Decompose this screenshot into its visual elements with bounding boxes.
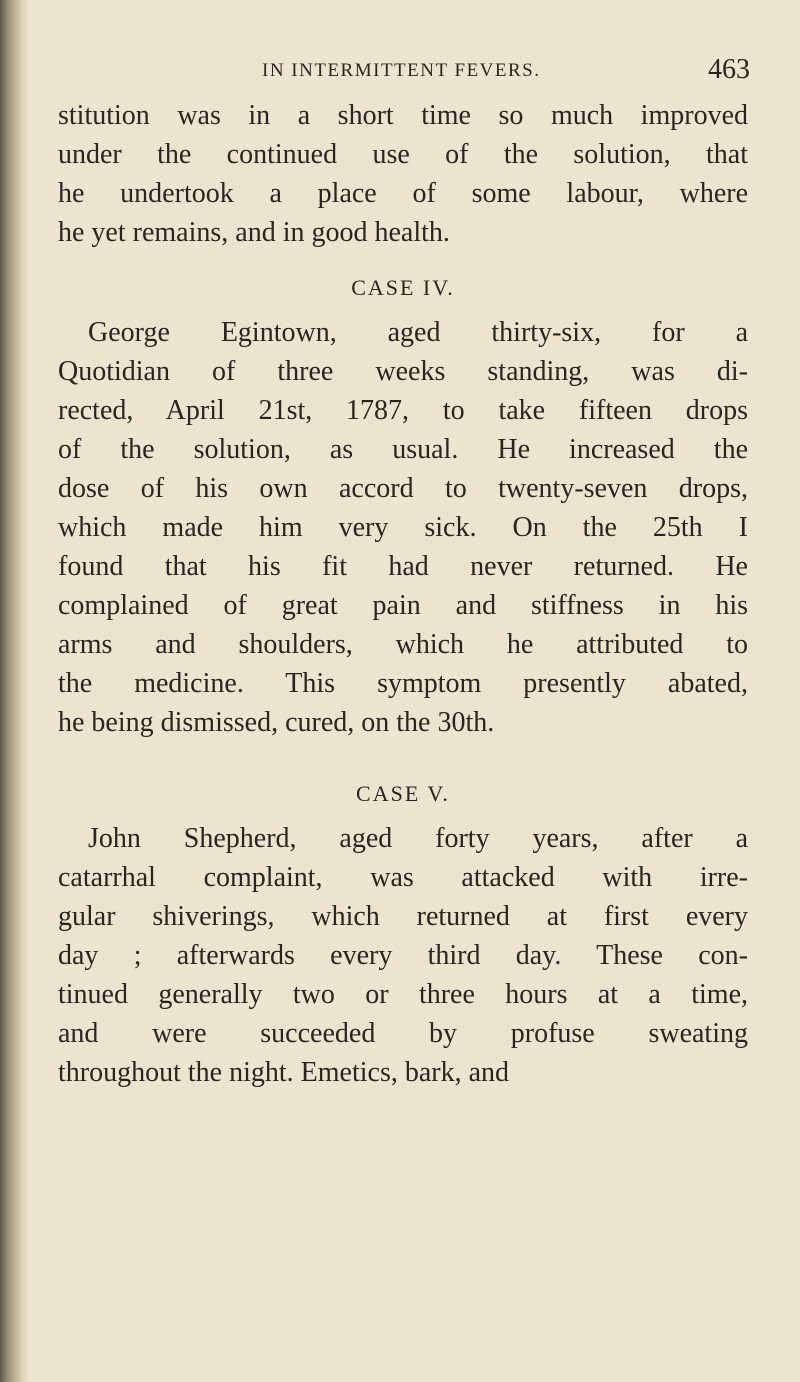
text-line: catarrhal complaint, was attacked with irre- [58,862,748,893]
text-line: of the solution, as usual. He increased the [58,434,748,465]
text-line: day ; afterwards every third day. These con- [58,940,748,971]
case-v-paragraph [58,819,748,1092]
text-line: the medicine. This symptom presently abated, [58,668,748,699]
case-iv-paragraph [58,313,748,742]
text-line: under the continued use of the solution, that [58,139,748,170]
text-line: he yet remains, and in good health. [58,217,450,248]
case-v-heading: CASE V. [356,781,450,806]
text-line: throughout the night. Emetics, bark, and [58,1057,510,1088]
text-line: rected, April 21st, 1787, to take fifteen drops [58,395,748,426]
paragraph-continuation [58,96,748,252]
running-head: IN INTERMITTENT FEVERS. [262,60,541,81]
text-line: tinued generally two or three hours at a time, [58,979,748,1010]
text-line: he undertook a place of some labour, where [58,178,748,209]
text-line: he being dismissed, cured, on the 30th. [58,707,495,738]
book-gutter-shadow [0,0,28,1382]
text-line: dose of his own accord to twenty-seven drops, [58,473,748,504]
text-line: Quotidian of three weeks standing, was di- [58,356,748,387]
case-iv-heading: CASE IV. [351,275,455,300]
text-line: George Egintown, aged thirty-six, for a [88,317,748,348]
page-number: 463 [708,54,750,85]
text-line: found that his fit had never returned. He [58,551,748,582]
page-header [0,54,800,98]
text-line: John Shepherd, aged forty years, after a [88,823,748,854]
page-body [58,96,748,1092]
text-line: which made him very sick. On the 25th I [58,512,748,543]
text-line: gular shiverings, which returned at first every [58,901,748,932]
text-line: stitution was in a short time so much improved [58,100,748,131]
text-line: arms and shoulders, which he attributed to [58,629,748,660]
text-line: and were succeeded by profuse sweating [58,1018,748,1049]
text-line: complained of great pain and stiffness in his [58,590,748,621]
